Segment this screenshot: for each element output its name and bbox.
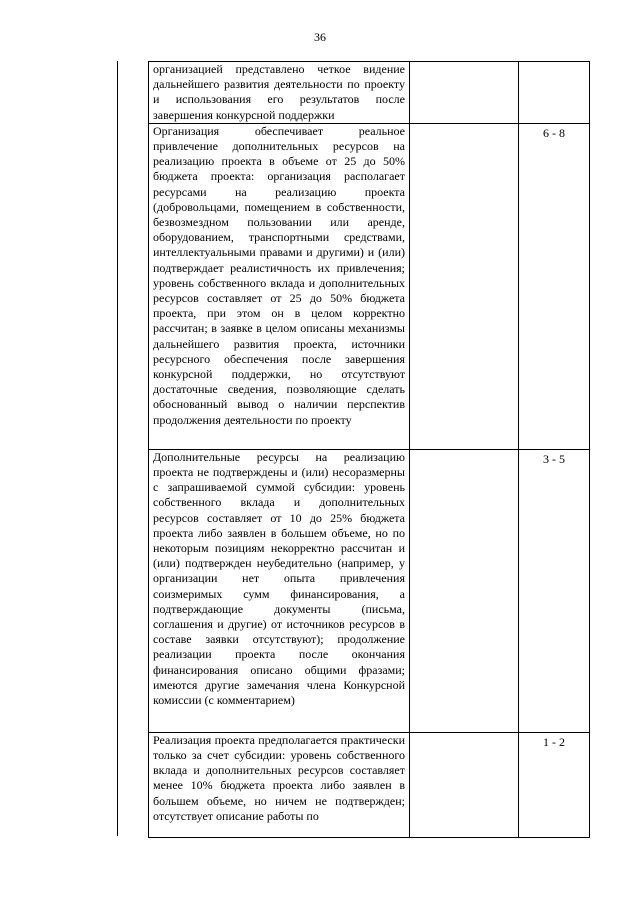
- criterion-empty-cell: [410, 62, 519, 124]
- criterion-description: Организация обеспечивает реальное привлечение дополнительных ресурсов на реализацию проекта в объеме от 25 до 50% бюджета проекта: организация располагает ресурсами на реализацию проекта (добровольцами, помещением в собственности, безвозмездном пользовании или аренде, оборудованием, транспортными средствами, интеллектуальными правами и другими) и (или) подтверждает реалистичность их привлечения; уровень собственного вклада и дополнительных ресурсов составляет от 25 до 50% бюджета проекта, при этом он в целом корректно рассчитан; в заявке в целом описаны механизмы дальнейшего развития проекта, источники ресурсного обеспечения после завершения конкурсной поддержки, но отсутствуют достаточные сведения, позволяющие сделать обоснованный вывод о наличии перспектив продолжения деятельности по проекту: [149, 123, 410, 449]
- criterion-score: [519, 62, 590, 124]
- left-margin-rule: [117, 61, 118, 836]
- table-row: [149, 732, 590, 837]
- table-row: [149, 123, 590, 449]
- criterion-score: 3 - 5: [519, 449, 590, 732]
- table-row: [149, 449, 590, 732]
- criterion-description: Дополнительные ресурсы на реализацию проекта не подтверждены и (или) несоразмерны с запрашиваемой суммой субсидии: уровень собственного вклада и дополнительных ресурсов составляет от 10 до 25% бюджета проекта либо заявлен в большем объеме, но по некоторым позициям некорректно рассчитан и (или) подтвержден неубедительно (например, у организации нет опыта привлечения соизмеримых сумм финансирования, а подтверждающие документы (письма, соглашения и другие) от источников ресурсов в составе заявки отсутствуют); продолжение реализации проекта после окончания финансирования описано общими фразами; имеются другие замечания члена Конкурсной комиссии (с комментарием): [149, 449, 410, 732]
- criterion-empty-cell: [410, 732, 519, 837]
- criterion-empty-cell: [410, 449, 519, 732]
- criterion-description: Реализация проекта предполагается практически только за счет субсидии: уровень собственного вклада и дополнительных ресурсов составляет менее 10% бюджета проекта либо заявлен в большем объеме, но ничем не подтвержден; отсутствует описание работы по: [149, 732, 410, 837]
- criterion-score: 6 - 8: [519, 123, 590, 449]
- criteria-table: [148, 61, 590, 838]
- page-number: 36: [314, 30, 326, 44]
- table-row: [149, 62, 590, 124]
- criterion-description: организацией представлено четкое видение дальнейшего развития деятельности по проекту и использования его результатов после завершения конкурсной поддержки: [149, 62, 410, 124]
- criterion-empty-cell: [410, 123, 519, 449]
- criterion-score: 1 - 2: [519, 732, 590, 837]
